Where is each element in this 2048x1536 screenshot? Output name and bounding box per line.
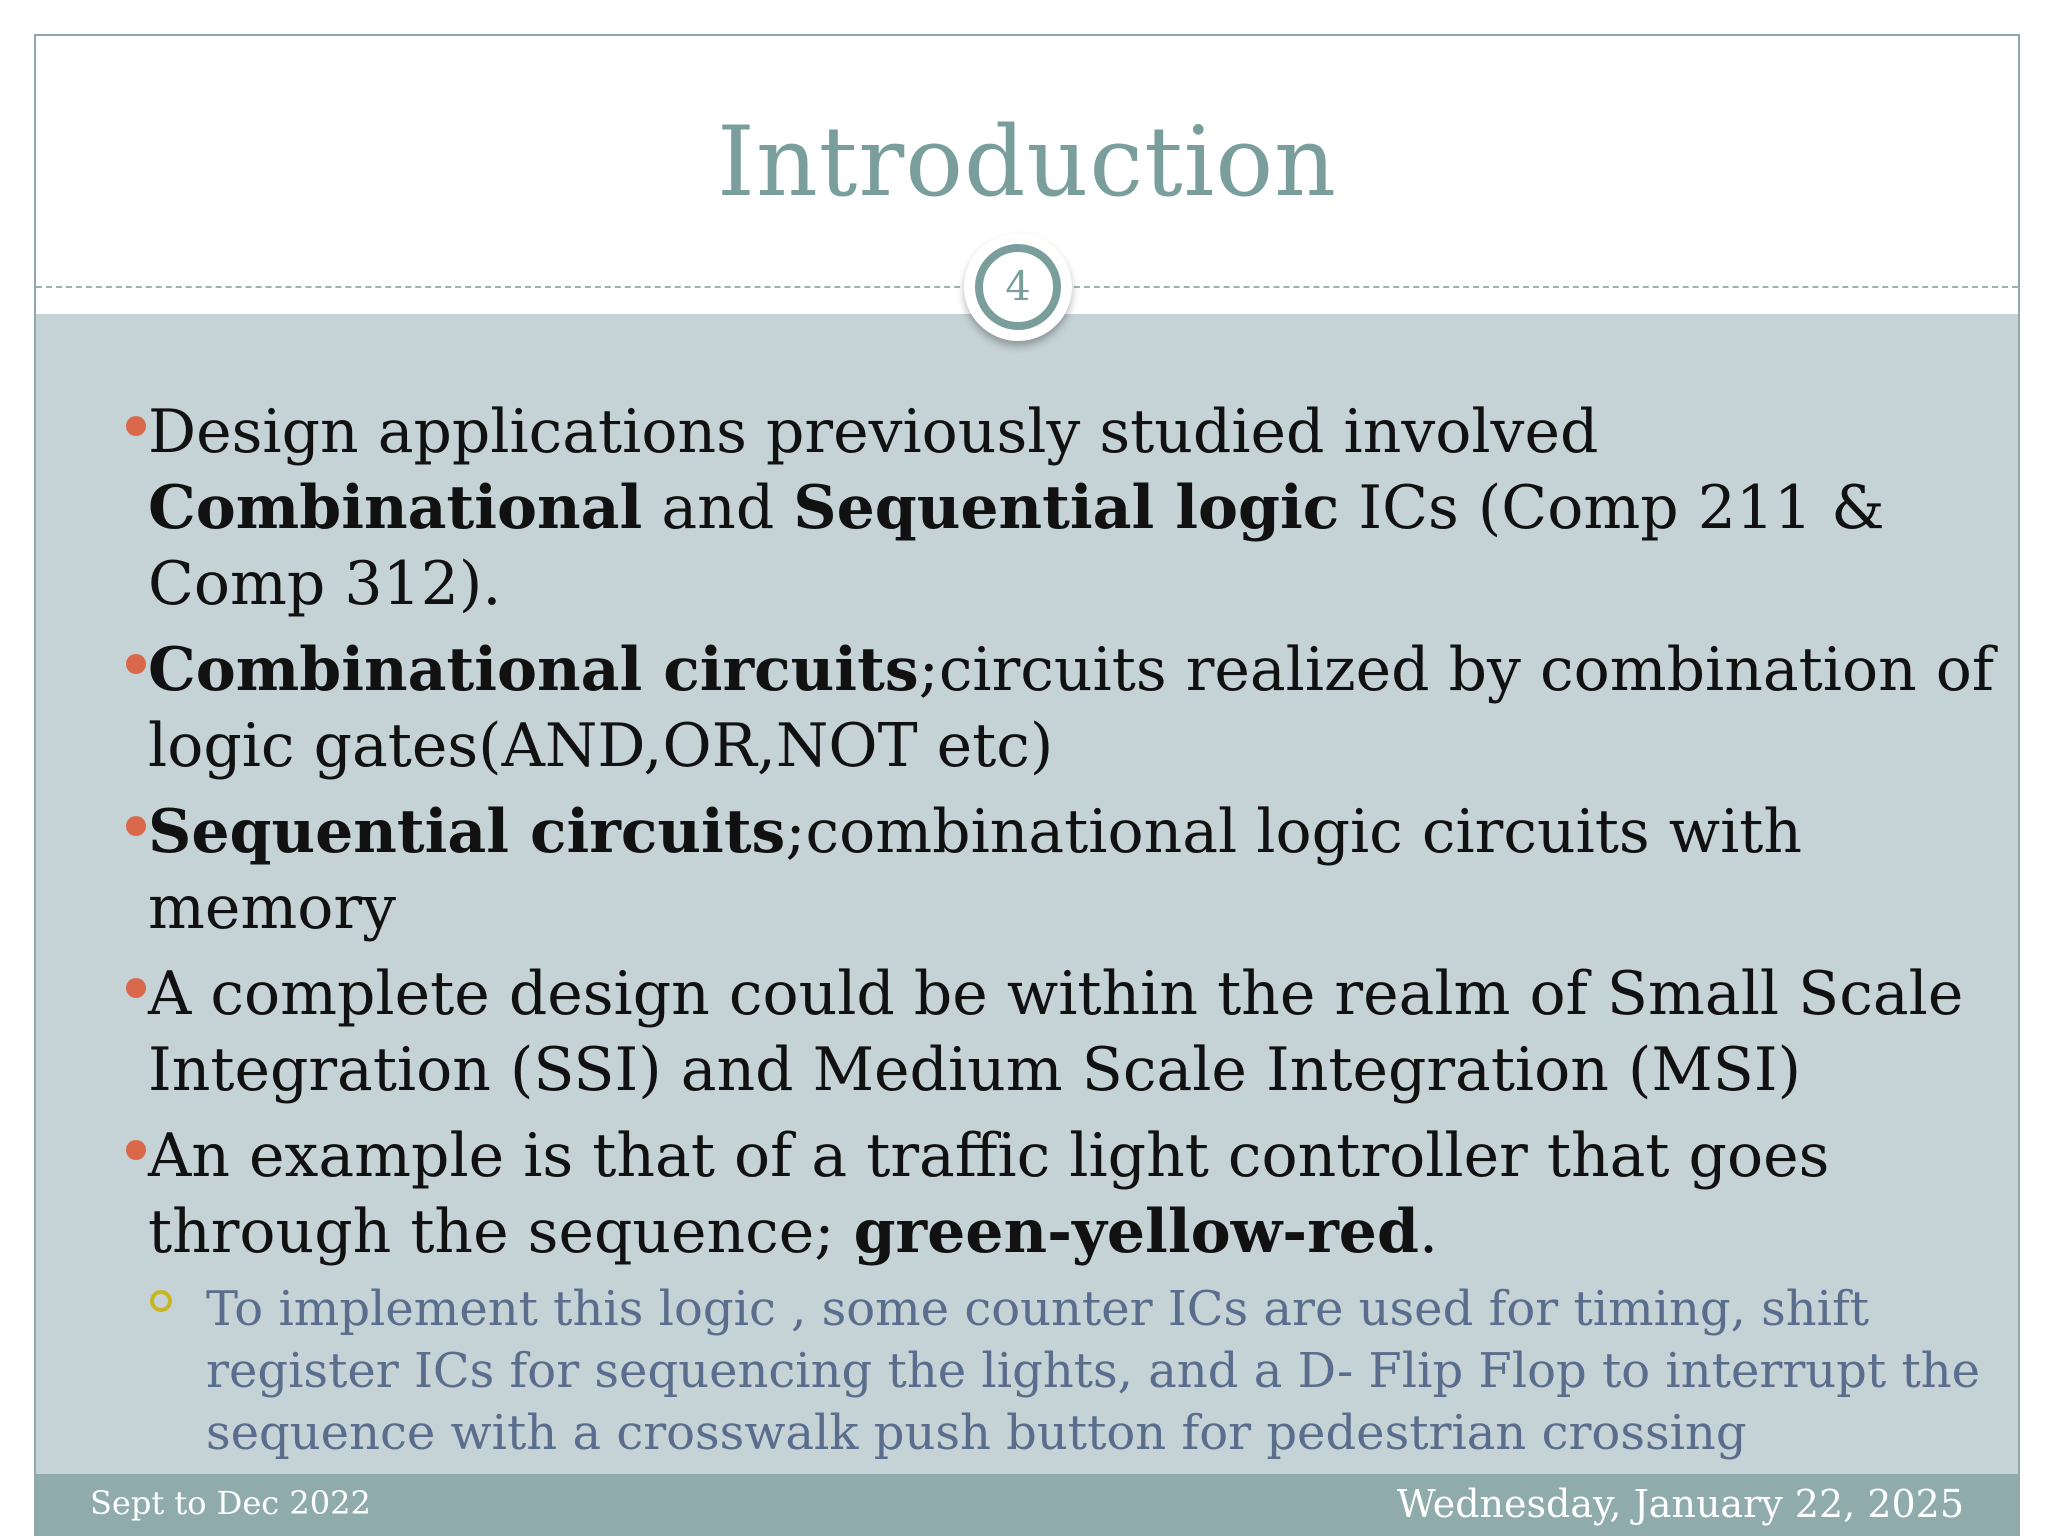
bullet-text-part: ;combinational logic circuits with memory — [148, 797, 1803, 943]
slide-number: 4 — [975, 244, 1061, 330]
sub-bullet-item — [206, 1278, 2008, 1464]
footer — [36, 1474, 2018, 1536]
bullet-dot-icon — [126, 978, 146, 998]
sub-bullet-text: To implement this logic , some counter ICs are used for timing, shift register ICs for sequencing the lights, and a D- Flip Flop to interrupt the sequence with a crosswalk push button for pedestrian crossing — [206, 1281, 1981, 1461]
bullet-list — [148, 394, 2008, 1474]
bullet-text-part: An example is that of a traffic light controller that goes through the sequence; — [148, 1121, 1830, 1267]
bullet-dot-icon — [126, 416, 146, 436]
bullet-text-bold: Sequential logic — [793, 473, 1340, 543]
bullet-text-part: and — [642, 473, 794, 543]
bullet-text-bold: Sequential circuits — [148, 797, 786, 867]
slide — [34, 34, 2020, 1536]
bullet-item — [148, 1118, 2008, 1464]
bullet-item — [148, 632, 2008, 784]
sub-bullet-ring-icon — [150, 1290, 172, 1312]
bullet-text-part: ICs (Comp 211 & Comp 312). — [148, 473, 1885, 619]
slide-title: Introduction — [717, 106, 1337, 218]
bullet-item — [148, 394, 2008, 622]
bullet-text-part: . — [1418, 1197, 1439, 1267]
bullet-text — [148, 635, 1994, 781]
bullet-dot-icon — [126, 816, 146, 836]
bullet-text-bold: Combinational — [148, 473, 643, 543]
footer-term: Sept to Dec 2022 — [90, 1484, 371, 1522]
bullet-dot-icon — [126, 654, 146, 674]
bullet-text — [148, 397, 1885, 619]
bullet-text-part: ;circuits realized by combination of logic gates(AND,OR,NOT etc) — [148, 635, 1995, 781]
bullet-text-bold: green-yellow-red — [853, 1197, 1419, 1267]
bullet-dot-icon — [126, 1140, 146, 1160]
bullet-text-bold: Combinational circuits — [148, 635, 919, 705]
bullet-text — [148, 797, 1802, 943]
bullet-item — [148, 794, 2008, 946]
footer-date: Wednesday, January 22, 2025 — [1396, 1482, 1964, 1526]
bullet-item — [148, 956, 2008, 1108]
bullet-text-part: Design applications previously studied involved — [148, 397, 1599, 467]
slide-number-badge — [964, 233, 1072, 341]
bullet-text-part: A complete design could be within the realm of Small Scale Integration (SSI) and Medium Scale Integration (MSI) — [148, 959, 1964, 1105]
bullet-text — [148, 959, 1963, 1105]
bullet-text — [148, 1121, 1829, 1267]
